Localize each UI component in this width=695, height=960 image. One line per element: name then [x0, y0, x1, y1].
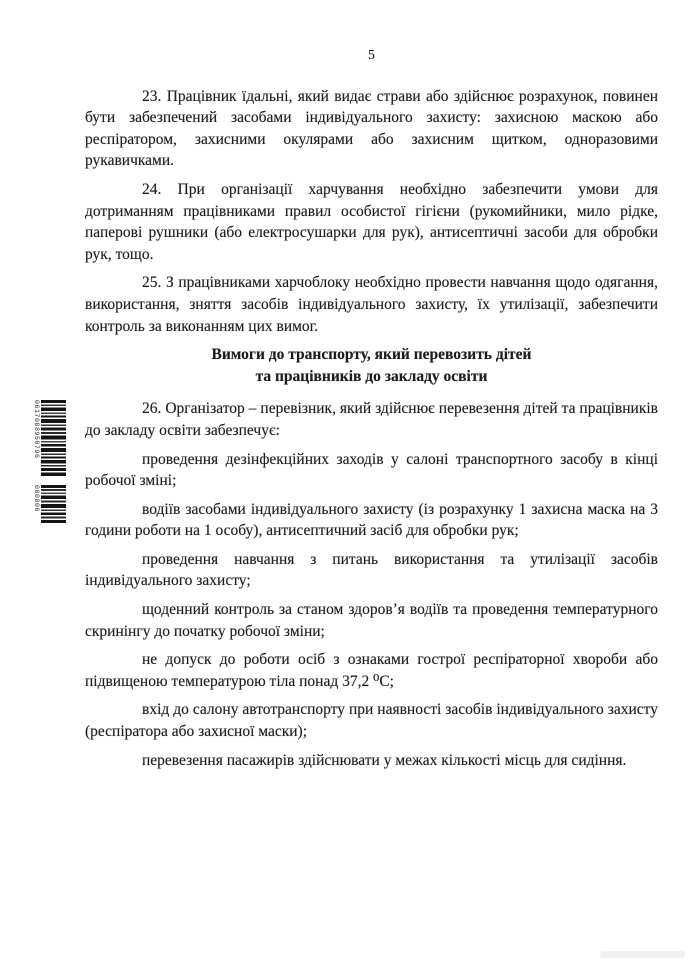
document-body [85, 44, 658, 778]
paragraph-23: 23. Працівник їдальні, який видає страви або здійснює розрахунок, повинен бути забезпечений засобами індивідуального захисту: захисною маскою або респіратором, захисними окулярами або захисним щитком, одноразовими рукавичками. [85, 87, 658, 170]
section-heading [85, 344, 658, 387]
list-item: перевезення пасажирів здійснювати у межах кількості місць для сидіння. [142, 751, 627, 769]
paragraph-24: 24. При організації харчування необхідно забезпечити умови для дотриманням працівниками правил особистої гігієни (рукомийники, мило рідке, паперові рушники (або електросушарки для рук), антисептичні засоби для обробки рук, тощо. [85, 180, 658, 263]
list-item: проведення навчання з питань використання та утилізації засобів індивідуального захисту; [85, 550, 658, 590]
barcode-group-top [32, 400, 66, 476]
paragraph-26: 26. Організатор – перевізник, який здійснює перевезення дітей та працівників до закладу освіти забезпечує: [85, 400, 658, 439]
section-heading-line1: Вимоги до транспорту, який перевозить дітей [211, 346, 532, 364]
section-heading-line2: та працівників до закладу освіти [255, 367, 488, 385]
barcode-bars-icon [41, 485, 66, 523]
barcode [32, 400, 66, 523]
barcode-group-bottom [32, 485, 66, 523]
barcode-digits-top: 0617008950796 [33, 400, 40, 459]
list-item: вхід до салону автотранспорту при наявності засобів індивідуального захисту (респіратора або захисної маски); [85, 701, 658, 741]
scan-artifact [600, 951, 685, 958]
paragraph-25: 25. З працівниками харчоблоку необхідно провести навчання щодо одягання, використання, зняття засобів індивідуального захисту, їх утилізації, забезпечити контроль за виконанням цих вимог. [85, 274, 658, 335]
list-item: водіїв засобами індивідуального захисту (із розрахунку 1 захисна маска на 3 години роботи на 1 особу), антисептичний засіб для обробки рук; [85, 500, 658, 540]
list-item: проведення дезінфекційних заходів у салоні транспортного засобу в кінці робочої зміні; [85, 450, 658, 490]
barcode-bars-icon [41, 400, 66, 476]
page-number: 5 [368, 47, 375, 62]
barcode-digits-bottom: 000006 [33, 485, 40, 513]
list-item: щоденний контроль за станом здоров’я водіїв та проведення температурного скринінгу до початку робочої зміни; [85, 601, 658, 640]
list-item: не допуск до роботи осіб з ознаками гострої респіраторної хвороби або підвищеною температурою тіла понад 37,2 ⁰С; [85, 651, 658, 690]
